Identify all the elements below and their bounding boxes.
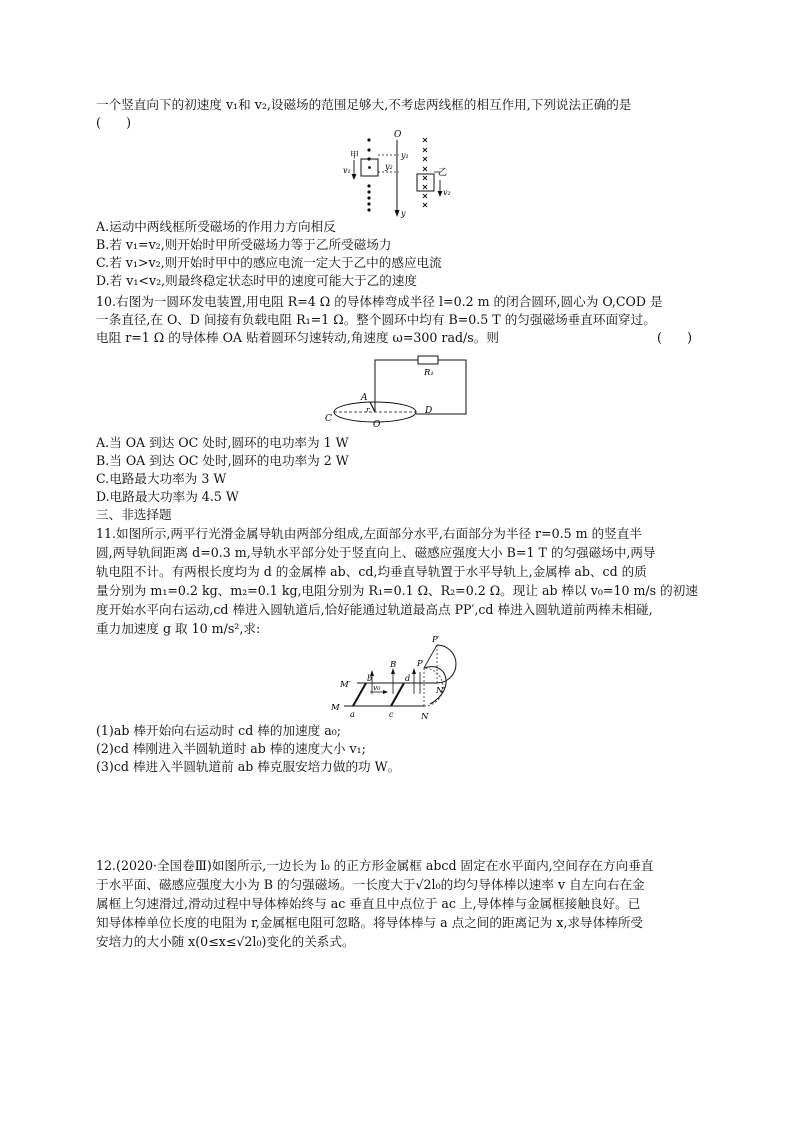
q11-label-v0: v₀ bbox=[373, 683, 381, 692]
q9-label-yi: 乙 bbox=[438, 168, 448, 178]
q9-label-y2: y₂ bbox=[385, 162, 393, 171]
q9-label-v2: v₂ bbox=[443, 188, 451, 197]
q9-option-a: A.运动中两线框所受磁场的作用力方向相反 bbox=[96, 219, 336, 234]
q10-bracket: ( ) bbox=[657, 330, 693, 345]
q11-sub3: (3)cd 棒进入半圆轨道前 ab 棒克服安培力做的功 W。 bbox=[96, 759, 401, 774]
q12-line4: 知导体棒单位长度的电阻为 r,金属框电阻可忽略。将导体棒与 a 点之间的距离记为 x,求导体棒所受 bbox=[96, 915, 644, 930]
q11-sub1: (1)ab 棒开始向右运动时 cd 棒的加速度 a₀; bbox=[96, 723, 342, 738]
q11-line3: 轨电阻不计。有两根长度均为 d 的金属棒 ab、cd,均垂直导轨置于水平导轨上,金属棒 ab、cd 的质 bbox=[96, 564, 647, 579]
q12-line5: 安培力的大小随 x(0≤x≤√2l₀)变化的关系式。 bbox=[96, 934, 355, 949]
q11-label-P-prime: P′ bbox=[432, 635, 440, 645]
q12-line3: 属框上匀速滑过,滑动过程中导体棒始终与 ac 垂直且中点位于 ac 上,导体棒与金属框接触良好。已 bbox=[96, 896, 641, 911]
q9-label-O: O bbox=[394, 130, 402, 140]
q9-stem: 一个竖直向下的初速度 v₁和 v₂,设磁场的范围足够大,不考虑两线框的相互作用,下列说法正确的是 bbox=[96, 97, 632, 112]
q10-figure bbox=[320, 350, 470, 430]
q10-option-d: D.电路最大功率为 4.5 W bbox=[96, 489, 239, 504]
q10-label-C: C bbox=[325, 414, 332, 424]
q10-option-c: C.电路最大功率为 3 W bbox=[96, 471, 227, 486]
q10-line1: 10.右图为一圆环发电装置,用电阻 R=4 Ω 的导体棒弯成半径 l=0.2 m 的闭合圆环,圆心为 O,COD 是 bbox=[96, 294, 663, 309]
q11-label-B: B bbox=[390, 660, 397, 670]
q9-bracket: ( ) bbox=[96, 115, 132, 130]
q11-label-N: N bbox=[421, 712, 429, 722]
q11-label-d: d bbox=[405, 674, 411, 683]
q11-label-P: P bbox=[417, 659, 423, 669]
q11-label-b: b bbox=[367, 674, 373, 683]
q10-option-b: B.当 OA 到达 OC 处时,圆环的电功率为 2 W bbox=[96, 453, 349, 468]
q11-label-M: M bbox=[331, 703, 340, 713]
q10-label-O: O bbox=[373, 420, 381, 430]
q11-rod-ab bbox=[353, 683, 366, 706]
q10-wire-left bbox=[375, 360, 418, 412]
q10-label-r: r bbox=[366, 405, 370, 414]
q11-label-a: a bbox=[350, 710, 355, 719]
q12-line2: 于水平面、磁感应强度大小为 B 的匀强磁场。一长度大于√2l₀的均匀导体棒以速率 v 自左向右在金 bbox=[96, 877, 645, 892]
q9-figure bbox=[330, 128, 470, 220]
q10-label-A: A bbox=[361, 393, 368, 403]
q9-label-y: y bbox=[401, 209, 406, 218]
q10-line3: 电阻 r=1 Ω 的导体棒 OA 贴着圆环匀速转动,角速度 ω=300 rad/s。则 bbox=[96, 330, 499, 345]
q11-line2: 圆,两导轨间距离 d=0.3 m,导轨水平部分处于竖直向上、磁感应强度大小 B=1 T 的匀强磁场中,两导 bbox=[96, 545, 656, 560]
q9-label-y1: y₁ bbox=[401, 151, 409, 160]
section-title: 三、非选择题 bbox=[96, 507, 172, 522]
q9-label-v1: v₁ bbox=[343, 166, 351, 175]
q11-label-N-prime: N′ bbox=[436, 686, 446, 696]
q11-line4: 量分别为 m₁=0.2 kg、m₂=0.1 kg,电阻分别为 R₁=0.1 Ω、R₂=0.2 Ω。现让 ab 棒以 v₀=10 m/s 的初速 bbox=[96, 583, 698, 598]
q11-label-c: c bbox=[389, 710, 394, 719]
q10-rod-OA bbox=[370, 402, 375, 412]
q11-sub2: (2)cd 棒刚进入半圆轨道时 ab 棒的速度大小 v₁; bbox=[96, 741, 366, 756]
q9-frame-yi bbox=[417, 174, 434, 191]
q11-figure bbox=[328, 630, 478, 722]
q12-line1: 12.(2020·全国卷Ⅲ)如图所示,一边长为 l₀ 的正方形金属框 abcd 固定在水平面内,空间存在方向垂直 bbox=[96, 858, 654, 873]
q11-top-PP bbox=[424, 645, 437, 668]
q9-option-d: D.若 v₁<v₂,则最终稳定状态时甲的速度可能大于乙的速度 bbox=[96, 273, 418, 288]
q11-line6: 重力加速度 g 取 10 m/s²,求: bbox=[96, 621, 261, 636]
q11-line1: 11.如图所示,两平行光滑金属导轨由两部分组成,左面部分水平,右面部分为半径 r=0.5 m 的竖直半 bbox=[96, 526, 642, 541]
q11-line5: 度开始水平向右运动,cd 棒进入圆轨道后,恰好能通过轨道最高点 PP′,cd 棒进入圆轨道前两棒未相碰, bbox=[96, 602, 653, 617]
q10-option-a: A.当 OA 到达 OC 处时,圆环的电功率为 1 W bbox=[96, 435, 349, 450]
q10-line2: 一条直径,在 O、D 间接有负载电阻 R₁=1 Ω。整个圆环中均有 B=0.5 T 的匀强磁场垂直环面穿过。 bbox=[96, 312, 656, 327]
q9-label-jia: 甲 bbox=[350, 151, 360, 161]
q9-option-b: B.若 v₁=v₂,则开始时甲所受磁场力等于乙所受磁场力 bbox=[96, 237, 392, 252]
q10-label-D: D bbox=[425, 406, 433, 416]
q9-field-crosses bbox=[423, 138, 427, 207]
q9-option-c: C.若 v₁>v₂,则开始时甲中的感应电流一定大于乙中的感应电流 bbox=[96, 255, 442, 270]
q9-field-dots bbox=[367, 138, 370, 211]
q11-semicircle-back bbox=[437, 645, 456, 683]
q10-label-R1: R₁ bbox=[424, 368, 434, 378]
q10-resistor-R1 bbox=[418, 356, 438, 364]
q11-label-M-prime: M′ bbox=[340, 680, 351, 690]
